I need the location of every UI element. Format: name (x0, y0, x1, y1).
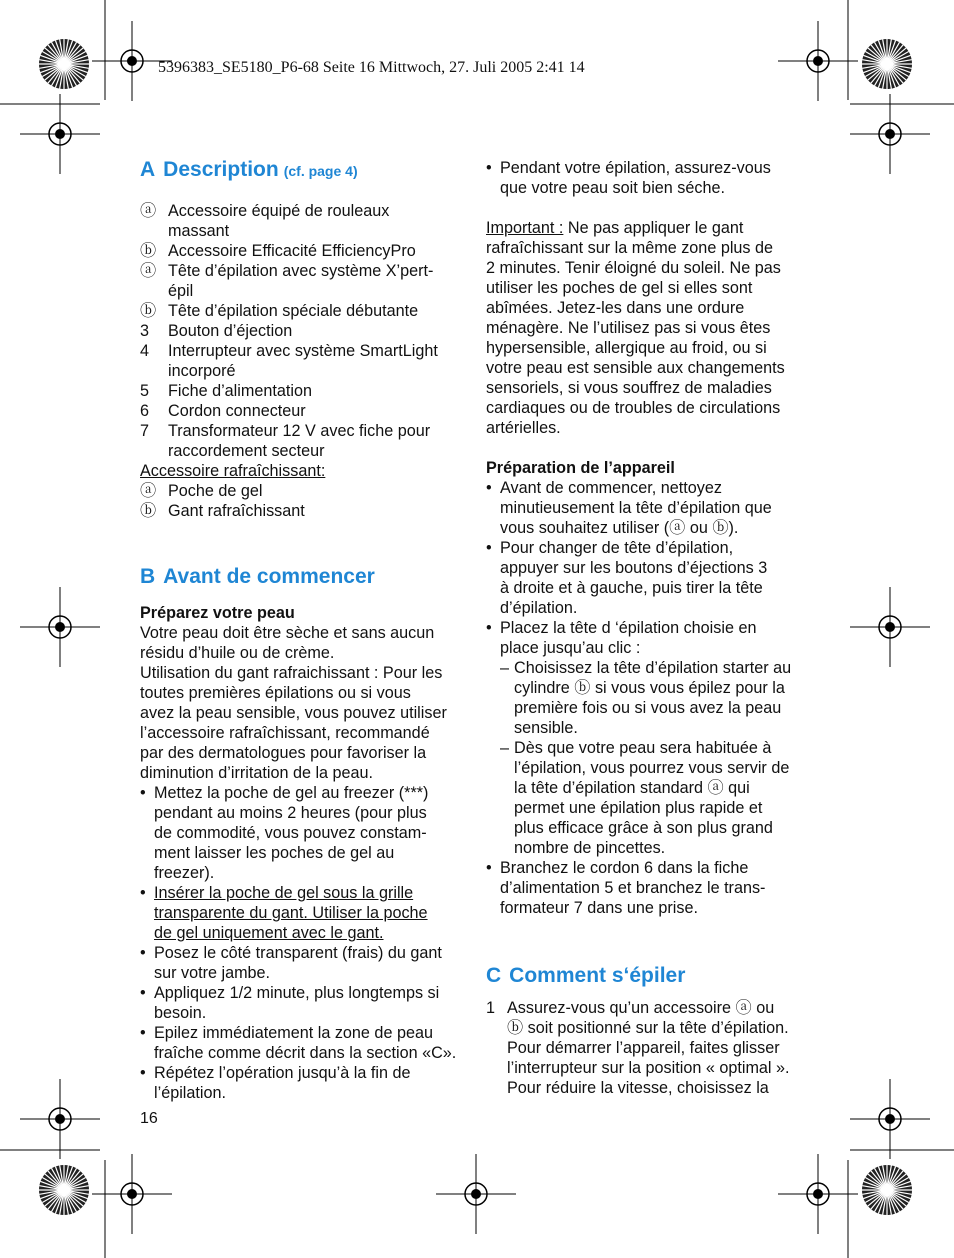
text-line: Choisissez la tête d’épilation starter au (514, 659, 792, 677)
text-line: hypersensible, allergique au froid, ou si (486, 339, 767, 357)
text-line: ⓑ soit positionné sur la tête d’épilation. (507, 1019, 789, 1037)
description-item (140, 241, 470, 261)
section-a-heading: Description (163, 158, 279, 181)
text-line: 2 minutes. Tenir éloigné du soleil. Ne pas (486, 259, 781, 277)
text-line: avez la peau sensible, vous pouvez utiliser (140, 704, 447, 722)
text-line: Transformateur 12 V avec fiche pour (168, 422, 431, 440)
registration-target-icon (20, 1079, 100, 1159)
bullet-dot: • (486, 619, 492, 637)
registration-target-icon (778, 21, 858, 101)
bullet-item (486, 478, 812, 538)
bullet-dot: • (140, 944, 146, 962)
bullet-item (486, 618, 812, 658)
accessory-item (140, 481, 470, 501)
item-number: 3 (140, 322, 150, 340)
print-header: 5396383_SE5180_P6-68 Seite 16 Mittwoch, 27. Juli 2005 2:41 14 (158, 59, 585, 76)
bullet-text (500, 538, 767, 618)
text-line: Poche de gel (168, 482, 263, 500)
text-line: pendant au moins 2 heures (pour plus (154, 804, 427, 822)
dash-text (514, 738, 789, 858)
item-number: 5 (140, 382, 150, 400)
description-item (140, 401, 470, 421)
registration-target-icon (20, 94, 100, 174)
text-line: Gant rafraîchissant (168, 502, 305, 520)
text-line: Dès que votre peau sera habituée à (514, 739, 772, 757)
dash-text (514, 658, 791, 738)
item-text (168, 381, 312, 401)
text-line: l’accessoire rafraîchissant, recommandé (140, 724, 430, 742)
item-text (168, 401, 306, 421)
item-number: 7 (140, 422, 150, 440)
text-line: transparente du gant. Utiliser la poche (154, 904, 428, 922)
item-number: ⓑ (140, 302, 157, 320)
item-text (168, 241, 416, 261)
bullet-item (486, 158, 812, 198)
text-line: Avant de commencer, nettoyez (500, 479, 722, 497)
important-text: Ne pas appliquer le gant (563, 219, 744, 237)
text-line: abîmées. Jetez-les dans une ordure (486, 299, 745, 317)
text-line: Posez le côté transparent (frais) du gant (154, 944, 442, 962)
description-item (140, 201, 470, 241)
text-line: d’épilation. (500, 599, 578, 617)
text-line: besoin. (154, 1004, 207, 1022)
registration-target-icon (20, 587, 100, 667)
text-line: Pour changer de tête d’épilation, (500, 539, 734, 557)
text-line: minutieusement la tête d’épilation que (500, 499, 772, 517)
registration-target-icon (850, 1079, 930, 1159)
bullet-dot: • (486, 479, 492, 497)
text-line: Appliquez 1/2 minute, plus longtemps si (154, 984, 440, 1002)
section-b-letter: B (140, 565, 156, 588)
text-line: artérielles. (486, 419, 561, 437)
color-rosette-icon (39, 1165, 89, 1215)
text-line: Epilez immédiatement la zone de peau (154, 1024, 433, 1042)
bullet-dot: • (140, 784, 146, 802)
bullet-item (140, 943, 470, 983)
text-line: Pour réduire la vitesse, choisissez la (507, 1079, 769, 1097)
bullet-text (154, 1023, 456, 1063)
important-first-line (486, 218, 812, 238)
dash-mark: – (500, 659, 510, 677)
bullet-dot: • (486, 159, 492, 177)
description-item (140, 321, 470, 341)
description-list (140, 201, 470, 461)
step-1 (486, 998, 812, 1098)
section-c-title (486, 964, 812, 988)
text-line: Tête d’épilation spéciale débutante (168, 302, 419, 320)
preparation-heading: Préparation de l’appareil (486, 459, 675, 477)
bullet-item (140, 1023, 470, 1063)
text-line: Accessoire équipé de rouleaux (168, 202, 390, 220)
bullet-text (500, 618, 756, 658)
section-a-letter: A (140, 158, 156, 181)
item-text (168, 341, 438, 381)
text-line: épil (168, 282, 194, 300)
item-number: 4 (140, 342, 150, 360)
text-line: ment laisser les poches de gel au (154, 844, 395, 862)
registration-target-icon (778, 1154, 858, 1234)
text-line: place jusqu’au clic : (500, 639, 641, 657)
accessory-list (140, 481, 470, 521)
color-rosette-icon (39, 39, 89, 89)
bullet-text (500, 858, 765, 918)
text-line: massant (168, 222, 230, 240)
right-column (486, 158, 812, 1098)
text-line: l’épilation. (154, 1084, 226, 1102)
text-line: vous souhaitez utiliser (ⓐ ou ⓑ). (500, 519, 739, 537)
bullet-text (500, 158, 771, 198)
section-c-letter: C (486, 964, 502, 987)
text-line: Assurez-vous qu’un accessoire ⓐ ou (507, 999, 775, 1017)
left-column (140, 158, 470, 1103)
text-line: votre peau est sensible aux changements (486, 359, 785, 377)
bullet-text (154, 983, 439, 1023)
text-line: cardiaques ou de troubles de circulations (486, 399, 781, 417)
item-number: ⓐ (140, 482, 157, 500)
description-item (140, 261, 470, 301)
description-item (140, 381, 470, 401)
section-a-title (140, 158, 470, 183)
item-number: ⓐ (140, 262, 157, 280)
dash-item (486, 658, 812, 738)
text-line: Tête d’épilation avec système X’pert- (168, 262, 434, 280)
text-line: fraîche comme décrit dans la section «C». (154, 1044, 457, 1062)
registration-target-icon (436, 1154, 516, 1234)
item-text (168, 421, 430, 461)
skin-prep-paragraph (140, 623, 470, 663)
text-line: à droite et à gauche, puis tirer la tête (500, 579, 763, 597)
text-line: Insérer la poche de gel sous la grille (154, 884, 414, 902)
text-line: formateur 7 dans une prise. (500, 899, 698, 917)
text-line: Branchez le cordon 6 dans la fiche (500, 859, 749, 877)
text-line: utiliser les poches de gel si elles sont (486, 279, 753, 297)
text-line: Cordon connecteur (168, 402, 306, 420)
text-line: nombre de pincettes. (514, 839, 666, 857)
cooling-steps-list (140, 783, 470, 1103)
bullet-dot: • (140, 1064, 146, 1082)
bullet-item (140, 783, 470, 883)
bullet-text (154, 943, 442, 983)
text-line: ménagère. Ne l’utilisez pas si vous êtes (486, 319, 771, 337)
bullet-dot: • (140, 1024, 146, 1042)
text-line: Fiche d’alimentation (168, 382, 312, 400)
description-item (140, 301, 470, 321)
text-line: Pendant votre épilation, assurez-vous (500, 159, 771, 177)
text-line: diminution d’irritation de la peau. (140, 764, 374, 782)
text-line: la tête d’épilation standard ⓐ qui (514, 779, 750, 797)
item-number: ⓑ (140, 242, 157, 260)
bullet-item (486, 538, 812, 618)
accessory-heading: Accessoire rafraîchissant: (140, 462, 326, 480)
registration-target-icon (850, 587, 930, 667)
skin-prep-heading: Préparez votre peau (140, 604, 295, 622)
bullet-item (140, 1063, 470, 1103)
item-text (168, 301, 418, 321)
item-number: ⓑ (140, 502, 157, 520)
accessory-item (140, 501, 470, 521)
section-b-title (140, 565, 470, 589)
bullet-item (140, 983, 470, 1023)
dash-mark: – (500, 739, 510, 757)
color-rosette-icon (862, 39, 912, 89)
text-line: Placez la tête d ‘épilation choisie en (500, 619, 757, 637)
dry-skin-bullet (486, 158, 812, 198)
bullet-dot: • (140, 884, 146, 902)
text-line: permet une épilation plus rapide et (514, 799, 763, 817)
text-line: Interrupteur avec système SmartLight (168, 342, 438, 360)
item-text (168, 201, 389, 241)
text-line: l’interrupteur sur la position « optimal ». (507, 1059, 790, 1077)
bullet-text (500, 478, 772, 538)
item-text (168, 501, 305, 521)
text-line: raccordement secteur (168, 442, 325, 460)
color-rosette-icon (862, 1165, 912, 1215)
text-line: de commodité, vous pouvez constam- (154, 824, 427, 842)
section-a-ref: (cf. page 4) (283, 163, 358, 179)
bullet-dot: • (486, 859, 492, 877)
text-line: appuyer sur les boutons d’éjections 3 (500, 559, 768, 577)
bullet-text (154, 883, 428, 943)
text-line: incorporé (168, 362, 236, 380)
preparation-list (486, 478, 812, 918)
bullet-text (154, 783, 428, 883)
text-line: l’épilation, vous pourrez vous servir de (514, 759, 790, 777)
text-line: Votre peau doit être sèche et sans aucun (140, 624, 435, 642)
item-text (168, 321, 292, 341)
registration-target-icon (92, 1154, 172, 1234)
text-line: Pour démarrer l’appareil, faites glisser (507, 1039, 780, 1057)
text-line: Mettez la poche de gel au freezer (***) (154, 784, 429, 802)
text-line: rafraîchissant sur la même zone plus de (486, 239, 774, 257)
cooling-glove-paragraph (140, 663, 470, 783)
text-line: Répétez l’opération jusqu’à la fin de (154, 1064, 411, 1082)
text-line: résidu d’huile ou de crème. (140, 644, 335, 662)
item-number: 6 (140, 402, 150, 420)
step-1-text (507, 998, 790, 1098)
text-line: première fois ou si vous avez la peau (514, 699, 782, 717)
bullet-item (486, 858, 812, 918)
description-item (140, 341, 470, 381)
text-line: plus efficace grâce à son plus grand (514, 819, 773, 837)
item-text (168, 481, 263, 501)
registration-target-icon (850, 94, 930, 174)
text-line: sensoriels, si vous souffrez de maladies (486, 379, 772, 397)
step-number: 1 (486, 999, 496, 1017)
bullet-dot: • (486, 539, 492, 557)
text-line: Accessoire Efficacité EfficiencyPro (168, 242, 416, 260)
section-b-heading: Avant de commencer (163, 565, 375, 588)
text-line: de gel uniquement avec le gant. (154, 924, 384, 942)
item-text (168, 261, 433, 301)
text-line: Bouton d’éjection (168, 322, 293, 340)
text-line: Utilisation du gant rafraichissant : Pour les (140, 664, 443, 682)
important-paragraph (486, 238, 812, 438)
dash-item (486, 738, 812, 858)
text-line: toutes premières épilations ou si vous (140, 684, 411, 702)
text-line: que votre peau soit bien séche. (500, 179, 725, 197)
text-line: d’alimentation 5 et branchez le trans- (500, 879, 766, 897)
bullet-item (140, 883, 470, 943)
page-number: 16 (140, 1110, 158, 1127)
important-label: Important : (486, 219, 564, 237)
description-item (140, 421, 470, 461)
bullet-dot: • (140, 984, 146, 1002)
text-line: par des dermatologues pour favoriser la (140, 744, 427, 762)
section-c-heading: Comment s‘épiler (509, 964, 686, 987)
text-line: cylindre ⓑ si vous vous épilez pour la (514, 679, 785, 697)
text-line: freezer). (154, 864, 215, 882)
bullet-text (154, 1063, 410, 1103)
item-number: ⓐ (140, 202, 157, 220)
text-line: sur votre jambe. (154, 964, 271, 982)
text-line: sensible. (514, 719, 578, 737)
